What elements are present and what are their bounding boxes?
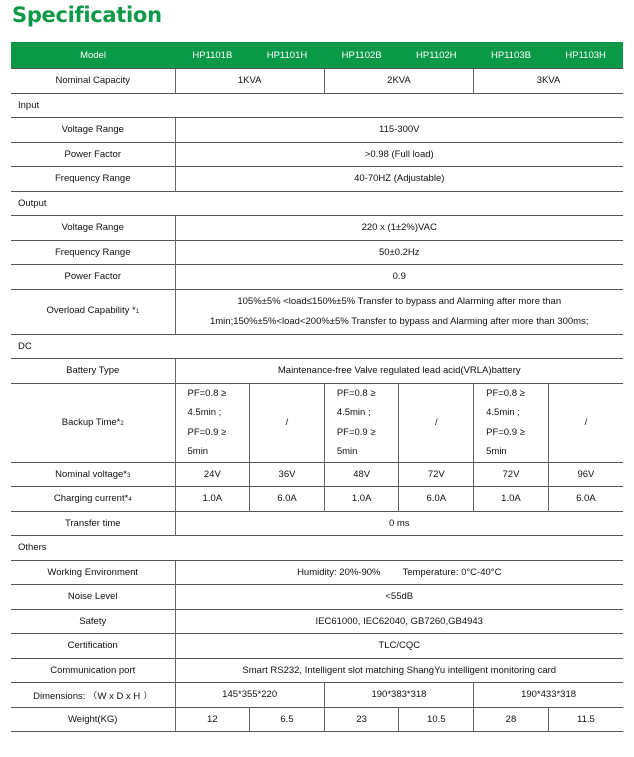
text-line: PF=0.9 ≥ bbox=[486, 426, 525, 438]
row-label: Dimensions: （W x D x H ） bbox=[11, 683, 175, 708]
table-row bbox=[11, 585, 623, 610]
row-label: Frequency Range bbox=[11, 240, 175, 265]
cell bbox=[324, 383, 399, 462]
text-line: 4.5min ; bbox=[486, 407, 520, 418]
footnote: 1 bbox=[135, 309, 140, 315]
cell: 3KVA bbox=[474, 69, 623, 94]
table-row bbox=[11, 118, 623, 143]
text-line: 5min bbox=[486, 446, 507, 457]
text-line: PF=0.8 ≥ bbox=[336, 387, 376, 399]
row-label bbox=[11, 289, 175, 334]
cell: 11.5 bbox=[548, 707, 623, 732]
cell: 96V bbox=[548, 462, 623, 487]
cell bbox=[175, 289, 623, 334]
text-line: 1min;150%±5%<load<200%±5% Transfer to bypass and Alarming after more than 300ms; bbox=[209, 315, 589, 327]
cell: 1.0A bbox=[324, 487, 399, 512]
text-line: 4.5min ; bbox=[187, 407, 222, 418]
table-row bbox=[11, 609, 623, 634]
section-row bbox=[11, 93, 623, 118]
row-label: Power Factor bbox=[11, 142, 175, 167]
cell: 1.0A bbox=[175, 487, 250, 512]
row-label: Frequency Range bbox=[11, 167, 175, 192]
humidity: Humidity: 20%-90% bbox=[297, 566, 381, 578]
cell: 220 x (1±2%)VAC bbox=[175, 216, 623, 241]
cell: Smart RS232, Intelligent slot matching ShangYu intelligent monitoring card bbox=[175, 658, 623, 683]
cell: / bbox=[548, 383, 623, 462]
cell: 1.0A bbox=[474, 487, 549, 512]
model: HP1103B bbox=[474, 42, 549, 69]
section-title: Input bbox=[11, 93, 623, 118]
model: HP1101B bbox=[175, 42, 250, 69]
section-title: Output bbox=[11, 191, 623, 216]
cell: 40-70HZ (Adjustable) bbox=[175, 167, 623, 192]
section-row bbox=[11, 191, 623, 216]
cell: 72V bbox=[474, 462, 549, 487]
table-row bbox=[11, 634, 623, 659]
model-label: Model bbox=[11, 42, 175, 69]
table-row bbox=[11, 560, 623, 585]
cell: 36V bbox=[250, 462, 325, 487]
section-row bbox=[11, 334, 623, 359]
cell: 23 bbox=[324, 707, 399, 732]
table-row bbox=[11, 289, 623, 334]
cell: 6.5 bbox=[250, 707, 325, 732]
table-row bbox=[11, 707, 623, 732]
row-label: Voltage Range bbox=[11, 216, 175, 241]
temperature: Temperature: 0°C-40°C bbox=[402, 566, 502, 578]
table-row bbox=[11, 383, 623, 462]
table-row bbox=[11, 216, 623, 241]
cell: 0 ms bbox=[175, 511, 623, 536]
table-row bbox=[11, 511, 623, 536]
cell: 28 bbox=[474, 707, 549, 732]
cell bbox=[175, 383, 250, 462]
table-row bbox=[11, 240, 623, 265]
spec-table bbox=[11, 42, 623, 732]
text-line: 105%±5% <load≤150%±5% Transfer to bypass and Alarming after more than bbox=[237, 295, 562, 307]
table-row bbox=[11, 683, 623, 708]
row-label: Weight(KG) bbox=[11, 707, 175, 732]
table-row bbox=[11, 658, 623, 683]
cell bbox=[175, 560, 623, 585]
table-row bbox=[11, 265, 623, 290]
footnote: 2 bbox=[120, 421, 124, 427]
text-line: 5min bbox=[187, 446, 209, 457]
cell: 12 bbox=[175, 707, 250, 732]
row-label: Safety bbox=[11, 609, 175, 634]
cell: 72V bbox=[399, 462, 474, 487]
row-label: Battery Type bbox=[11, 359, 175, 384]
text-line: 4.5min ; bbox=[336, 407, 371, 418]
cell: 1KVA bbox=[175, 69, 324, 94]
section-title: Others bbox=[11, 536, 623, 561]
row-label bbox=[11, 383, 175, 462]
row-label: Working Environment bbox=[11, 560, 175, 585]
row-label bbox=[11, 487, 175, 512]
table-row bbox=[11, 167, 623, 192]
text-line: PF=0.8 ≥ bbox=[187, 387, 227, 399]
cell: 2KVA bbox=[324, 69, 473, 94]
table-row bbox=[11, 359, 623, 384]
cell: 6.0A bbox=[548, 487, 623, 512]
cell: 115-300V bbox=[175, 118, 623, 143]
label-text: Charging current* bbox=[53, 493, 129, 505]
row-label: Certification bbox=[11, 634, 175, 659]
row-label bbox=[11, 462, 175, 487]
page-title: Specification bbox=[12, 3, 162, 27]
label-text: Overload Capability * bbox=[46, 305, 136, 316]
footnote: 3 bbox=[126, 472, 131, 479]
cell: / bbox=[399, 383, 474, 462]
cell: 6.0A bbox=[399, 487, 474, 512]
row-label: Noise Level bbox=[11, 585, 175, 610]
row-label: Nominal Capacity bbox=[11, 69, 175, 94]
cell: >0.98 (Full load) bbox=[175, 142, 623, 167]
cell: 50±0.2Hz bbox=[175, 240, 623, 265]
cell: 0.9 bbox=[175, 265, 623, 290]
cell: 6.0A bbox=[250, 487, 325, 512]
model: HP1103H bbox=[548, 42, 623, 69]
cell: / bbox=[250, 383, 325, 462]
cell: IEC61000, IEC62040, GB7260,GB4943 bbox=[175, 609, 623, 634]
label-text: Backup Time* bbox=[61, 417, 121, 428]
cell: 145*355*220 bbox=[175, 683, 324, 708]
cell: <55dB bbox=[175, 585, 623, 610]
table-row bbox=[11, 487, 623, 512]
table-row bbox=[11, 69, 623, 94]
cell: 190*433*318 bbox=[474, 683, 623, 708]
section-row bbox=[11, 536, 623, 561]
model: HP1101H bbox=[250, 42, 325, 69]
model: HP1102H bbox=[399, 42, 474, 69]
text-line: PF=0.8 ≥ bbox=[486, 387, 525, 399]
cell: TLC/CQC bbox=[175, 634, 623, 659]
cell bbox=[474, 383, 549, 462]
model: HP1102B bbox=[324, 42, 399, 69]
footnote: 4 bbox=[128, 497, 132, 504]
section-title: DC bbox=[11, 334, 623, 359]
text-line: PF=0.9 ≥ bbox=[336, 426, 376, 438]
label-text: Nominal voltage* bbox=[55, 468, 127, 480]
table-row bbox=[11, 462, 623, 487]
row-label: Voltage Range bbox=[11, 118, 175, 143]
cell: 24V bbox=[175, 462, 250, 487]
row-label: Communication port bbox=[11, 658, 175, 683]
row-label: Power Factor bbox=[11, 265, 175, 290]
cell: 190*383*318 bbox=[324, 683, 473, 708]
row-label: Transfer time bbox=[11, 511, 175, 536]
cell: 10.5 bbox=[399, 707, 474, 732]
table-row bbox=[11, 142, 623, 167]
cell: Maintenance-free Valve regulated lead acid(VRLA)battery bbox=[175, 359, 623, 384]
text-line: 5min bbox=[336, 446, 358, 457]
text-line: PF=0.9 ≥ bbox=[187, 426, 227, 438]
cell: 48V bbox=[324, 462, 399, 487]
header-row bbox=[11, 42, 623, 69]
